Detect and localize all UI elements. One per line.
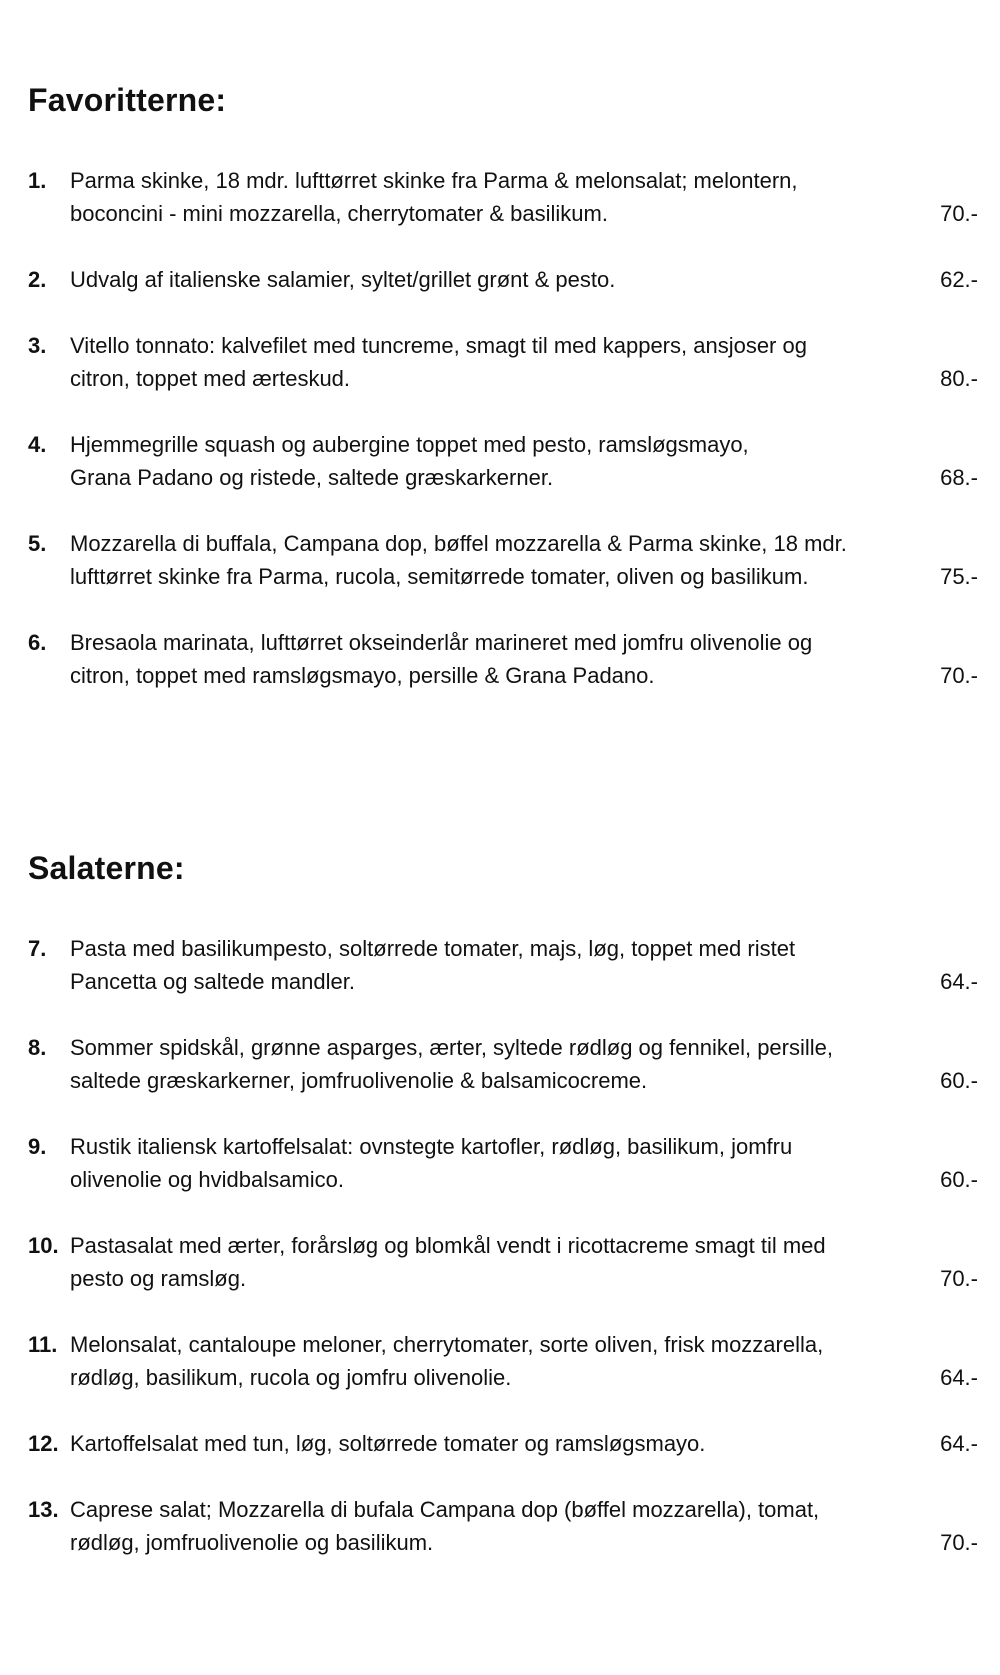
item-price: 62.- [940, 267, 978, 292]
item-description-line: saltede græskarkerner, jomfruolivenolie & balsamicocreme. [70, 1068, 648, 1093]
item-description-line: Mozzarella di buffala, Campana dop, bøffel mozzarella & Parma skinke, 18 mdr. [70, 531, 847, 556]
item-description-line: Kartoffelsalat med tun, løg, soltørrede tomater og ramsløgsmayo. [70, 1431, 706, 1456]
item-description-line: Pasta med basilikumpesto, soltørrede tomater, majs, løg, toppet med ristet [70, 936, 796, 961]
item-description [70, 1229, 890, 1295]
item-number: 7. [28, 936, 47, 961]
item-number: 9. [28, 1134, 47, 1159]
favorites-section [28, 80, 978, 725]
item-description-line: boconcini - mini mozzarella, cherrytomater & basilikum. [70, 201, 608, 226]
menu-item [28, 428, 978, 494]
item-number: 5. [28, 531, 47, 556]
item-description-line: Pastasalat med ærter, forårsløg og blomkål vendt i ricottacreme smagt til med [70, 1233, 826, 1258]
item-description-line: Udvalg af italienske salamier, syltet/grillet grønt & pesto. [70, 267, 616, 292]
item-description-line: rødløg, basilikum, rucola og jomfru olivenolie. [70, 1365, 512, 1390]
item-description-line: rødløg, jomfruolivenolie og basilikum. [70, 1530, 434, 1555]
salads-section [28, 848, 978, 1592]
item-number: 10. [28, 1233, 59, 1258]
item-description [70, 329, 890, 395]
item-number: 8. [28, 1035, 47, 1060]
item-description-line: Melonsalat, cantaloupe meloner, cherrytomater, sorte oliven, frisk mozzarella, [70, 1332, 824, 1357]
item-number: 2. [28, 267, 47, 292]
menu-item [28, 1031, 978, 1097]
item-description [70, 1328, 890, 1394]
item-description-line: Parma skinke, 18 mdr. lufttørret skinke fra Parma & melonsalat; melontern, [70, 168, 798, 193]
item-description-line: Rustik italiensk kartoffelsalat: ovnstegte kartofler, rødløg, basilikum, jomfru [70, 1134, 793, 1159]
item-description [70, 428, 890, 494]
item-description [70, 1427, 890, 1460]
item-number: 12. [28, 1431, 59, 1456]
item-price: 70.- [940, 1530, 978, 1555]
item-price: 80.- [940, 366, 978, 391]
item-price: 64.- [940, 969, 978, 994]
item-description-line: Grana Padano og ristede, saltede græskarkerner. [70, 465, 554, 490]
item-description [70, 932, 890, 998]
section-title-salads: Salaterne: [28, 850, 185, 886]
item-number: 13. [28, 1497, 59, 1522]
favorites-list [28, 164, 978, 692]
menu-item [28, 164, 978, 230]
salads-list [28, 932, 978, 1559]
item-description-line: citron, toppet med ramsløgsmayo, persille & Grana Padano. [70, 663, 655, 688]
item-price: 68.- [940, 465, 978, 490]
menu-item [28, 1229, 978, 1295]
item-number: 1. [28, 168, 47, 193]
section-title-favorites: Favoritterne: [28, 82, 227, 118]
item-description [70, 164, 890, 230]
item-price: 75.- [940, 564, 978, 589]
item-description-line: pesto og ramsløg. [70, 1266, 247, 1291]
item-description-line: Bresaola marinata, lufttørret okseinderlår marineret med jomfru olivenolie og [70, 630, 813, 655]
item-price: 70.- [940, 1266, 978, 1291]
item-number: 6. [28, 630, 47, 655]
menu-item [28, 527, 978, 593]
item-description [70, 263, 890, 296]
menu-item [28, 626, 978, 692]
item-description-line: citron, toppet med ærteskud. [70, 366, 351, 391]
item-price: 70.- [940, 663, 978, 688]
item-number: 3. [28, 333, 47, 358]
item-price: 60.- [940, 1068, 978, 1093]
menu-item [28, 932, 978, 998]
item-description [70, 1130, 890, 1196]
item-price: 70.- [940, 201, 978, 226]
menu-item [28, 263, 978, 296]
menu-item [28, 1493, 978, 1559]
item-description-line: Caprese salat; Mozzarella di bufala Campana dop (bøffel mozzarella), tomat, [70, 1497, 820, 1522]
item-description [70, 1031, 890, 1097]
item-description [70, 1493, 890, 1559]
item-description [70, 626, 890, 692]
item-description-line: Pancetta og saltede mandler. [70, 969, 355, 994]
menu-item [28, 1328, 978, 1394]
menu-item [28, 1130, 978, 1196]
menu-item [28, 329, 978, 395]
item-price: 64.- [940, 1365, 978, 1390]
item-description-line: olivenolie og hvidbalsamico. [70, 1167, 344, 1192]
item-description-line: Vitello tonnato: kalvefilet med tuncreme, smagt til med kappers, ansjoser og [70, 333, 807, 358]
item-price: 64.- [940, 1431, 978, 1456]
item-price: 60.- [940, 1167, 978, 1192]
item-description [70, 527, 890, 593]
item-description-line: Sommer spidskål, grønne asparges, ærter, syltede rødløg og fennikel, persille, [70, 1035, 833, 1060]
item-description-line: Hjemmegrille squash og aubergine toppet med pesto, ramsløgsmayo, [70, 432, 749, 457]
item-number: 4. [28, 432, 47, 457]
menu-item [28, 1427, 978, 1460]
item-description-line: lufttørret skinke fra Parma, rucola, semitørrede tomater, oliven og basilikum. [70, 564, 809, 589]
item-number: 11. [28, 1332, 58, 1357]
